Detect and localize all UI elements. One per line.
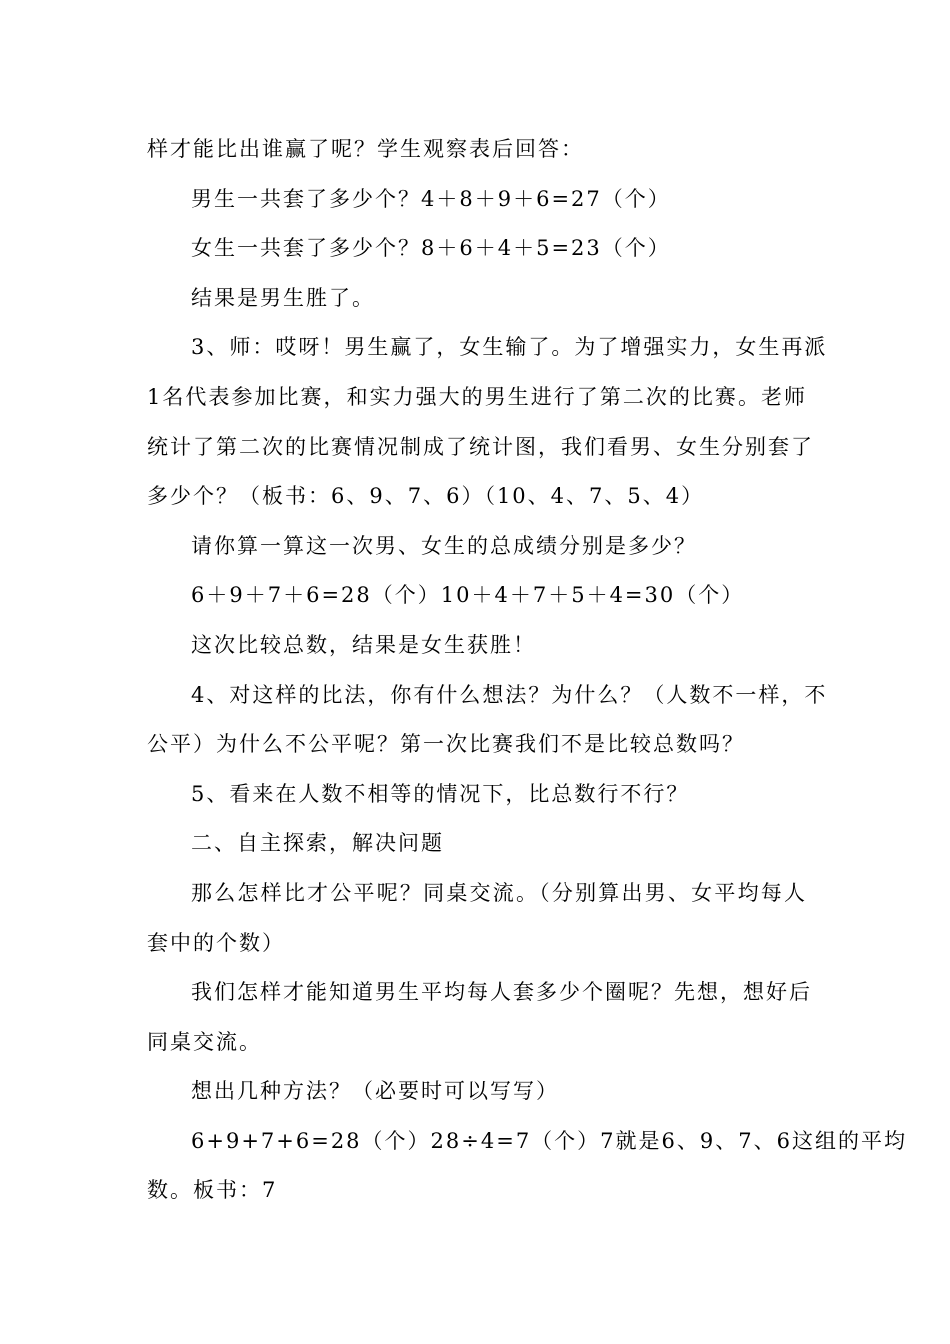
text-line: 5、看来在人数不相等的情况下，比总数行不行？ — [191, 781, 690, 806]
text-line: 那么怎样比才公平呢？同桌交流。（分别算出男、女平均每人 — [191, 880, 807, 905]
text-line: 结果是男生胜了。 — [191, 285, 375, 310]
text-line: 想出几种方法？（必要时可以写写） — [191, 1079, 559, 1104]
text-line: 公平）为什么不公平呢？第一次比赛我们不是比较总数吗？ — [147, 732, 745, 757]
text-line: 套中的个数） — [147, 930, 285, 955]
document-body — [147, 125, 907, 1216]
text-line: 1名代表参加比赛，和实力强大的男生进行了第二次的比赛。老师 — [147, 384, 807, 409]
text-line: 样才能比出谁赢了呢？学生观察表后回答： — [147, 137, 584, 161]
text-line: 统计了第二次的比赛情况制成了统计图，我们看男、女生分别套了 — [147, 434, 814, 459]
section-heading: 二、自主探索，解决问题 — [191, 831, 444, 856]
text-line: 女生一共套了多少个？8＋6＋4＋5=23（个） — [191, 236, 671, 261]
text-line: 6+9+7+6=28（个）28÷4=7（个）7就是6、9、7、6这组的平均 — [191, 1128, 907, 1153]
text-line: 同桌交流。 — [147, 1029, 262, 1054]
text-line: 请你算一算这一次男、女生的总成绩分别是多少？ — [191, 533, 697, 558]
text-line: 我们怎样才能知道男生平均每人套多少个圈呢？先想，想好后 — [191, 980, 812, 1005]
text-line: 6＋9＋7＋6=28（个）10＋4＋7＋5＋4=30（个） — [191, 583, 745, 608]
text-line: 男生一共套了多少个？4＋8＋9＋6=27（个） — [191, 186, 671, 211]
text-line: 多少个？（板书：6、9、7、6）（10、4、7、5、4） — [147, 484, 705, 509]
text-line: 这次比较总数，结果是女生获胜！ — [191, 632, 536, 657]
text-line: 4、对这样的比法，你有什么想法？为什么？（人数不一样，不 — [191, 682, 828, 707]
text-line: 3、师：哎呀！男生赢了，女生输了。为了增强实力，女生再派 — [191, 335, 828, 360]
text-line: 数。板书：7 — [147, 1178, 278, 1203]
